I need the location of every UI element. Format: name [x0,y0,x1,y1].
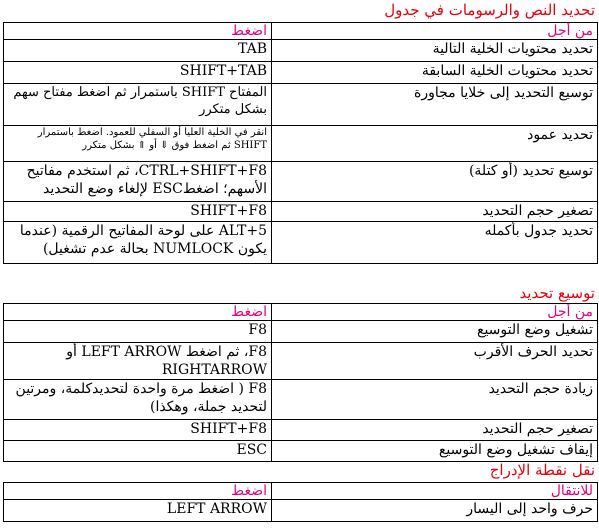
header-press: اضغط [4,304,272,321]
row-keys: CTRL+SHIFT+F8، ثم استخدم مفاتيح الأسهم؛ اضغطESC لإلغاء وضع التحديد [4,162,272,202]
row-label: إيقاف تشغيل وضع التوسيع [272,441,598,462]
row-keys: LEFT ARROW [4,500,272,522]
row-keys: F8 [4,321,272,343]
row-label: تحديد جدول بأكمله [272,222,598,264]
table-move-insertion-point [3,482,598,522]
row-label: توسيع التحديد إلى خلايا مجاورة [272,84,598,126]
row-label: حرف واحد إلى اليسار [272,500,598,522]
row-label: تحديد محتويات الخلية السابقة [272,62,598,84]
row-label: تحديد محتويات الخلية التالية [272,40,598,62]
row-keys: المفتاح SHIFT باستمرار ثم اضغط مفتاح سهم بشكل متكرر [4,84,272,126]
row-keys: F8 ( اضغط مرة واحدة لتحديدكلمة، ومرتين لتحديد جملة، وهكذا) [4,380,272,420]
header-for: من أجل [272,304,598,321]
table-extend-selection [3,303,598,462]
section-title-extend-selection: توسيع تحديد [519,284,595,302]
row-keys: SHIFT+F8 [4,420,272,441]
row-keys: F8، ثم اضغط LEFT ARROW أو RIGHTARROW [4,343,272,380]
row-keys: ALT+5 على لوحة المفاتيح الرقمية (عندما يكون NUMLOCK بحالة عدم تشغيل) [4,222,272,264]
row-label: تصغير حجم التحديد [272,202,598,222]
row-label: تحديد الحرف الأقرب [272,343,598,380]
section-title-move-insertion-point: نقل نقطة الإدراج [489,461,595,479]
header-press: اضغط [4,23,272,40]
header-press: اضغط [4,483,272,500]
header-for: من أجل [272,23,598,40]
header-to-move: للانتقال [272,483,598,500]
row-label: توسيع تحديد (أو كتلة) [272,162,598,202]
row-keys: SHIFT+F8 [4,202,272,222]
row-keys: TAB [4,40,272,62]
row-label: زيادة حجم التحديد [272,380,598,420]
row-keys: ESC [4,441,272,462]
table-selection-shortcuts [3,22,598,264]
row-keys: SHIFT+TAB [4,62,272,84]
section-title-table-selection: تحديد النص والرسومات في جدول [384,1,595,19]
row-label: تشغيل وضع التوسيع [272,321,598,343]
row-label: تصغير حجم التحديد [272,420,598,441]
row-label: تحديد عمود [272,126,598,162]
row-keys: انقر في الخلية العليا أو السفلي للعمود. اضغط باستمرار SHIFT ثم اضغط فوق ⇓ أو ⇑ بشكل متكرر [4,126,272,162]
